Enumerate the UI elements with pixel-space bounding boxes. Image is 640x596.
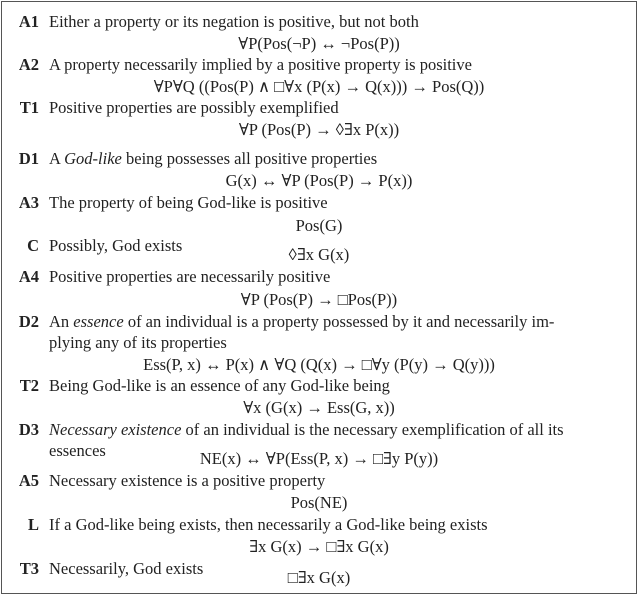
entry-label: A5 — [18, 471, 39, 490]
entry-text: A God-like being possesses all positive properties — [49, 149, 378, 168]
formula: ◊∃x G(x) — [288, 245, 350, 264]
entry-d1 — [2, 148, 636, 170]
entry-a3 — [2, 192, 636, 214]
entry-t2 — [2, 375, 636, 397]
entry-label: L — [27, 515, 39, 534]
entry-text: A property necessarily implied by a positive property is positive — [49, 55, 472, 74]
formula: ∀x (G(x) → Ess(G, x)) — [243, 398, 395, 417]
entry-text: Being God-like is an essence of any God-like being — [49, 376, 390, 395]
entry-a1-formula-row — [2, 33, 636, 55]
entry-t2-formula-row — [2, 397, 636, 419]
entry-a4-formula-row — [2, 289, 636, 311]
entry-text-continued: plying any of its properties — [49, 333, 227, 352]
emphasized-term: God-like — [64, 149, 122, 168]
formula: G(x) ↔ ∀P (Pos(P) → P(x)) — [225, 171, 413, 190]
entry-text: Either a property or its negation is positive, but not both — [49, 12, 419, 31]
formula: Ess(P, x) ↔ P(x) ∧ ∀Q (Q(x) → □∀y (P(y) → Q(y))) — [143, 355, 495, 374]
entry-d2 — [2, 311, 636, 333]
entry-text: Positive properties are possibly exemplified — [49, 98, 339, 117]
formula: ∀P (Pos(P) → □Pos(P)) — [240, 290, 398, 309]
emphasized-term: Necessary existence — [49, 420, 182, 439]
formula: ∀P(Pos(¬P) ↔ ¬Pos(P)) — [238, 34, 400, 53]
entry-l — [2, 514, 636, 536]
entry-text-continued: essences — [49, 441, 106, 460]
entry-a3-formula-row — [2, 215, 636, 237]
entry-label: T1 — [19, 98, 39, 117]
entry-d3 — [2, 419, 636, 441]
entry-text: Necessary existence is a positive property — [49, 471, 326, 490]
entry-text: Positive properties are necessarily positive — [49, 267, 331, 286]
entry-a2-formula-row — [2, 76, 636, 98]
entry-t1 — [2, 97, 636, 119]
formula: NE(x) ↔ ∀P(Ess(P, x) → □∃y P(y)) — [199, 449, 439, 468]
entry-label: C — [27, 236, 39, 255]
entry-a5-formula-row — [2, 492, 636, 514]
entry-label: D3 — [18, 420, 39, 439]
entry-label: A4 — [18, 267, 39, 286]
entry-text: Necessarily, God exists — [49, 559, 204, 578]
entry-label: T3 — [19, 559, 39, 578]
entry-label: A3 — [18, 193, 39, 212]
axioms-table — [1, 1, 637, 594]
entry-d1-formula-row — [2, 170, 636, 192]
entry-d2-line2 — [2, 332, 636, 354]
entry-d3-formula-row — [2, 448, 636, 470]
formula: ∀P (Pos(P) → ◊∃x P(x)) — [238, 120, 400, 139]
entry-label: T2 — [19, 376, 39, 395]
entry-text: If a God-like being exists, then necessarily a God-like being exists — [49, 515, 488, 534]
entry-c-formula-row — [2, 244, 636, 266]
formula: ∀P∀Q ((Pos(P) ∧ □∀x (P(x) → Q(x))) → Pos(Q)) — [153, 77, 485, 96]
entry-label: A2 — [18, 55, 39, 74]
entry-a4 — [2, 266, 636, 288]
formula: □∃x G(x) — [287, 568, 351, 587]
entry-a5 — [2, 470, 636, 492]
entry-text: The property of being God-like is positive — [49, 193, 328, 212]
entry-a2 — [2, 54, 636, 76]
entry-label: D2 — [18, 312, 39, 331]
entry-label: A1 — [18, 12, 39, 31]
entry-t3-formula-row — [2, 567, 636, 589]
formula: ∃x G(x) → □∃x G(x) — [249, 537, 389, 556]
entry-label: D1 — [18, 149, 39, 168]
formula: Pos(NE) — [290, 493, 348, 512]
entry-a1 — [2, 11, 636, 33]
entry-text: Necessary existence of an individual is the necessary exemplification of all its — [49, 420, 564, 439]
entry-text: Possibly, God exists — [49, 236, 183, 255]
formula: Pos(G) — [295, 216, 343, 235]
entry-l-formula-row — [2, 536, 636, 558]
entry-d2-formula-row — [2, 354, 636, 376]
entry-t1-formula-row — [2, 119, 636, 141]
entry-text: An essence of an individual is a property possessed by it and necessarily im- — [49, 312, 555, 331]
emphasized-term: essence — [73, 312, 124, 331]
